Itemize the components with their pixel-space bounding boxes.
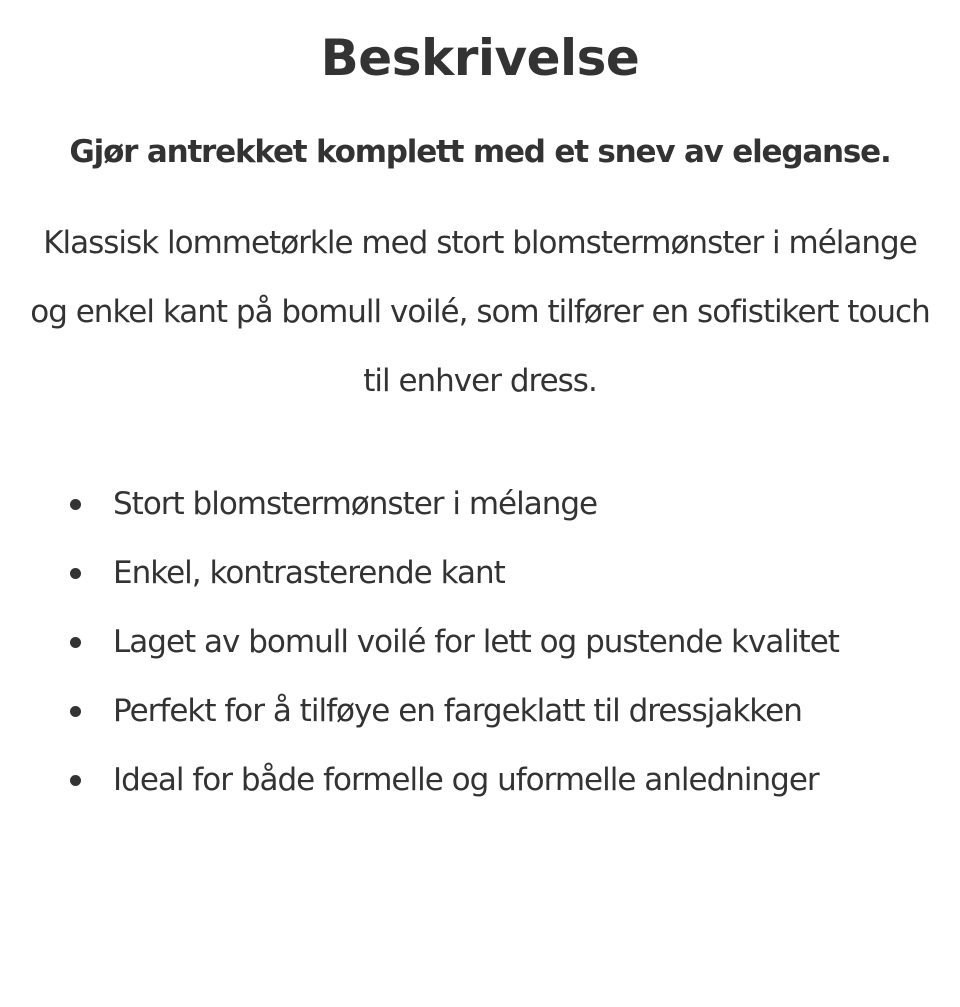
feature-list-item xyxy=(0,746,940,815)
section-subtitle: Gjør antrekket komplett med et snev av eleganse. xyxy=(69,134,891,170)
feature-text: Laget av bomull voilé for lett og pustende kvalitet xyxy=(113,624,839,660)
bullet-icon xyxy=(70,775,81,786)
bullet-icon xyxy=(70,706,81,717)
section-title: Beskrivelse xyxy=(320,29,640,87)
feature-list-item xyxy=(0,470,940,539)
feature-text: Stort blomstermønster i mélange xyxy=(113,486,598,522)
bullet-icon xyxy=(70,499,81,510)
feature-list-item xyxy=(0,608,940,677)
feature-text: Perfekt for å tilføye en fargeklatt til dressjakken xyxy=(113,693,802,729)
feature-text: Enkel, kontrasterende kant xyxy=(113,555,505,591)
feature-list xyxy=(0,470,940,815)
bullet-icon xyxy=(70,568,81,579)
feature-list-item xyxy=(0,677,940,746)
feature-list-item xyxy=(0,539,940,608)
feature-text: Ideal for både formelle og uformelle anledninger xyxy=(113,762,819,798)
bullet-icon xyxy=(70,637,81,648)
intro-paragraph: Klassisk lommetørkle med stort blomstermønster i mélange og enkel kant på bomull voilé, som tilfører en sofistikert touch til enhver dress. xyxy=(30,225,930,399)
